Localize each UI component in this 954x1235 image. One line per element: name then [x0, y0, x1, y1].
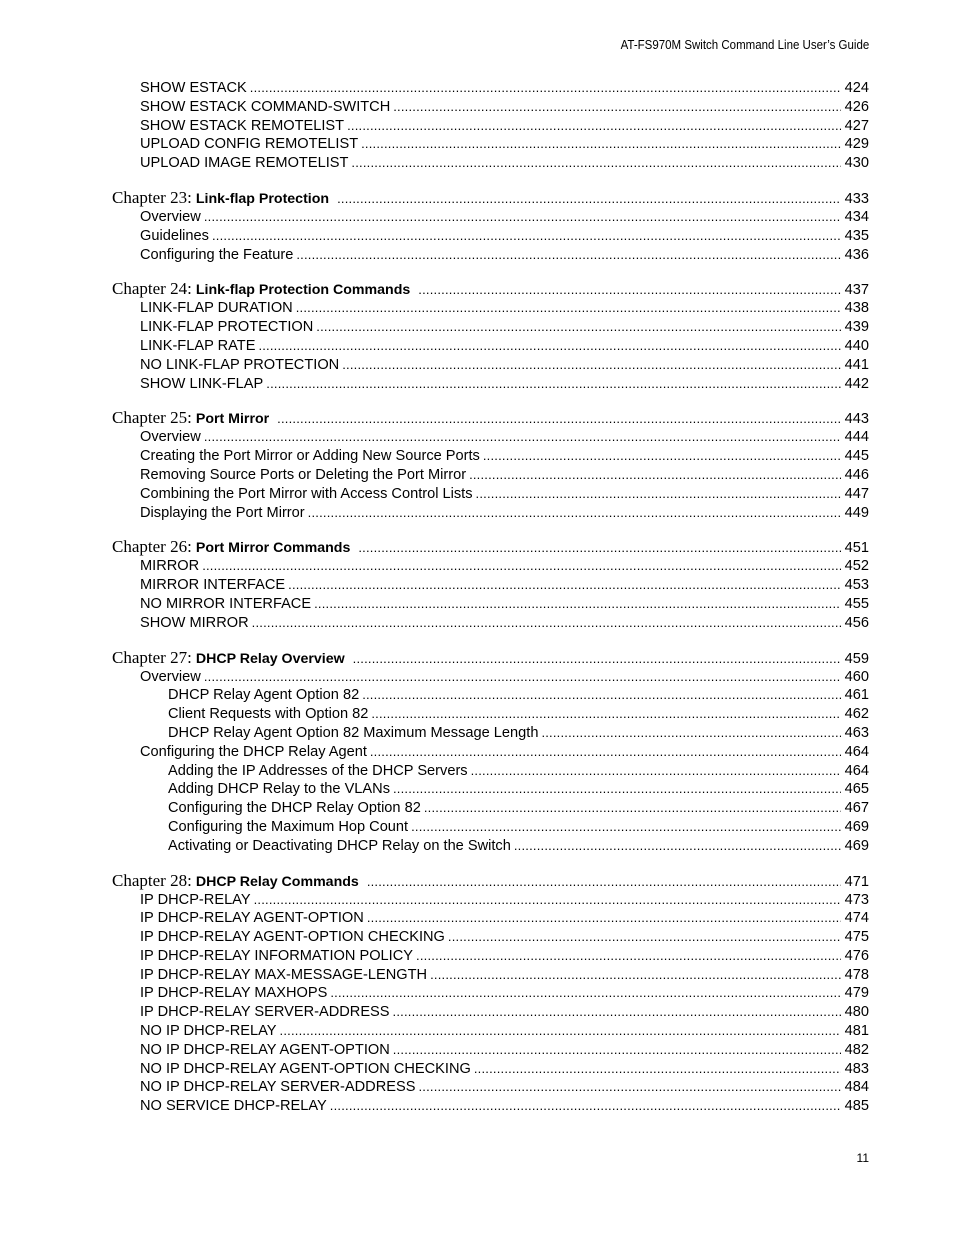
toc-section-entry	[0, 318, 954, 337]
chapter-number: Chapter 23:	[112, 187, 192, 207]
dot-leader	[204, 668, 841, 687]
toc-section-entry	[0, 1022, 954, 1041]
entry-page-number: 426	[844, 98, 869, 115]
entry-title: NO MIRROR INTERFACE	[140, 595, 312, 612]
entry-title: Overview	[140, 429, 201, 446]
entry-page-number: 476	[844, 947, 869, 964]
dot-leader	[288, 576, 841, 595]
entry-title: SHOW ESTACK REMOTELIST	[140, 117, 345, 134]
toc-chapter-entry	[0, 538, 954, 557]
entry-page-number: 485	[844, 1098, 869, 1115]
dot-leader	[393, 780, 841, 799]
toc-subsection-entry	[0, 780, 954, 799]
dot-leader	[469, 466, 841, 485]
dot-leader	[370, 743, 841, 762]
dot-leader	[393, 1003, 841, 1022]
entry-page-number: 445	[844, 448, 869, 465]
entry-title: IP DHCP-RELAY	[140, 891, 251, 908]
entry-page-number: 461	[844, 687, 869, 704]
entry-title: DHCP Relay Agent Option 82	[168, 687, 360, 704]
dot-leader	[296, 299, 841, 318]
entry-title: NO IP DHCP-RELAY	[140, 1023, 277, 1040]
dot-leader	[393, 1041, 841, 1060]
toc-section-entry	[0, 208, 954, 227]
entry-page-number: 484	[844, 1079, 869, 1096]
dot-leader	[266, 375, 840, 394]
entry-title: LINK-FLAP DURATION	[140, 300, 293, 317]
toc-chapter-entry	[0, 280, 954, 299]
entry-title: MIRROR	[140, 558, 200, 575]
entry-title: IP DHCP-RELAY INFORMATION POLICY	[140, 947, 414, 964]
entry-page-number: 462	[844, 706, 869, 723]
toc-section-entry	[0, 1078, 954, 1097]
entry-page-number: 482	[844, 1041, 869, 1058]
dot-leader	[254, 891, 841, 910]
toc-section-entry	[0, 154, 954, 173]
toc-section-entry	[0, 984, 954, 1003]
entry-title: IP DHCP-RELAY AGENT-OPTION CHECKING	[140, 929, 445, 946]
entry-title: Configuring the Feature	[140, 246, 294, 263]
entry-page-number: 439	[844, 319, 869, 336]
dot-leader	[204, 428, 841, 447]
dot-leader	[250, 79, 841, 98]
entry-page-number: 464	[844, 743, 869, 760]
entry-page-number: 444	[844, 429, 869, 446]
toc-section-entry	[0, 1060, 954, 1079]
dot-leader	[416, 947, 841, 966]
toc-subsection-entry	[0, 724, 954, 743]
toc-section-entry	[0, 1041, 954, 1060]
dot-leader	[367, 873, 841, 892]
entry-page-number: 474	[844, 910, 869, 927]
toc-subsection-entry	[0, 705, 954, 724]
entry-title: NO IP DHCP-RELAY AGENT-OPTION	[140, 1041, 390, 1058]
entry-page-number: 440	[844, 337, 869, 354]
entry-title: NO IP DHCP-RELAY AGENT-OPTION CHECKING	[140, 1060, 471, 1077]
dot-leader	[347, 117, 841, 136]
dot-leader	[393, 98, 840, 117]
entry-page-number: 460	[844, 668, 869, 685]
entry-page-number: 463	[844, 724, 869, 741]
toc-section-entry	[0, 117, 954, 136]
dot-leader	[424, 799, 841, 818]
entry-title: Adding DHCP Relay to the VLANs	[168, 781, 390, 798]
dot-leader	[296, 246, 840, 265]
entry-page-number: 464	[844, 762, 869, 779]
toc-chapter-entry	[0, 189, 954, 208]
toc-subsection-entry	[0, 762, 954, 781]
toc-section-entry	[0, 966, 954, 985]
entry-page-number: 427	[844, 117, 869, 134]
dot-leader	[330, 984, 840, 1003]
entry-title: IP DHCP-RELAY MAX-MESSAGE-LENGTH	[140, 966, 428, 983]
chapter-number: Chapter 25:	[112, 408, 192, 428]
entry-page-number: 475	[844, 929, 869, 946]
chapter-number: Chapter 27:	[112, 647, 192, 667]
entry-title: NO IP DHCP-RELAY SERVER-ADDRESS	[140, 1079, 416, 1096]
chapter-title: Port Mirror Commands	[195, 540, 351, 557]
entry-page-number: 478	[844, 966, 869, 983]
toc-subsection-entry	[0, 818, 954, 837]
toc-section-entry	[0, 1003, 954, 1022]
entry-title: NO SERVICE DHCP-RELAY	[140, 1098, 327, 1115]
entry-page-number: 452	[844, 558, 869, 575]
entry-page-number: 471	[844, 873, 869, 890]
dot-leader	[371, 705, 840, 724]
toc-section-entry	[0, 576, 954, 595]
running-header: AT-FS970M Switch Command Line User’s Guide	[620, 38, 869, 52]
toc-section-entry	[0, 485, 954, 504]
toc-section-entry	[0, 299, 954, 318]
entry-title: IP DHCP-RELAY MAXHOPS	[140, 985, 328, 1002]
entry-title: IP DHCP-RELAY SERVER-ADDRESS	[140, 1004, 390, 1021]
entry-page-number: 483	[844, 1060, 869, 1077]
dot-leader	[514, 837, 841, 856]
entry-title: Removing Source Ports or Deleting the Port Mirror	[140, 466, 467, 483]
entry-title: UPLOAD CONFIG REMOTELIST	[140, 136, 359, 153]
entry-page-number: 438	[844, 300, 869, 317]
entry-title: LINK-FLAP RATE	[140, 337, 256, 354]
entry-page-number: 479	[844, 985, 869, 1002]
entry-page-number: 481	[844, 1023, 869, 1040]
entry-page-number: 429	[844, 136, 869, 153]
dot-leader	[448, 928, 841, 947]
entry-page-number: 433	[844, 190, 869, 207]
entry-page-number: 469	[844, 818, 869, 835]
entry-page-number: 449	[844, 504, 869, 521]
toc-section-entry	[0, 135, 954, 154]
chapter-title: DHCP Relay Overview	[195, 650, 345, 667]
entry-page-number: 455	[844, 595, 869, 612]
dot-leader	[367, 909, 841, 928]
dot-leader	[252, 614, 841, 633]
entry-title: UPLOAD IMAGE REMOTELIST	[140, 155, 349, 172]
dot-leader	[202, 557, 840, 576]
toc-section-entry	[0, 447, 954, 466]
dot-leader	[541, 724, 840, 743]
entry-page-number: 441	[844, 356, 869, 373]
dot-leader	[212, 227, 841, 246]
entry-page-number: 467	[844, 800, 869, 817]
dot-leader	[258, 337, 840, 356]
entry-title: SHOW MIRROR	[140, 614, 249, 631]
toc-subsection-entry	[0, 799, 954, 818]
toc-section-entry	[0, 909, 954, 928]
entry-page-number: 480	[844, 1004, 869, 1021]
chapter-title: Link-flap Protection	[195, 190, 330, 207]
chapter-number: Chapter 28:	[112, 870, 192, 890]
entry-page-number: 435	[844, 227, 869, 244]
toc-section-entry	[0, 928, 954, 947]
toc-section-entry	[0, 1097, 954, 1116]
entry-page-number: 442	[844, 375, 869, 392]
toc-section-entry	[0, 668, 954, 687]
dot-leader	[411, 818, 841, 837]
toc-section-entry	[0, 98, 954, 117]
dot-leader	[474, 1060, 841, 1079]
entry-title: Activating or Deactivating DHCP Relay on the Switch	[168, 837, 511, 854]
chapter-title: Link-flap Protection Commands	[195, 282, 411, 299]
toc-section-entry	[0, 227, 954, 246]
entry-title: Guidelines	[140, 227, 209, 244]
dot-leader	[280, 1022, 841, 1041]
dot-leader	[361, 135, 841, 154]
dot-leader	[418, 281, 840, 300]
chapter-title: Port Mirror	[195, 411, 270, 428]
entry-title: Client Requests with Option 82	[168, 706, 369, 723]
entry-page-number: 456	[844, 614, 869, 631]
entry-title: NO LINK-FLAP PROTECTION	[140, 356, 340, 373]
toc-section-entry	[0, 557, 954, 576]
entry-title: Overview	[140, 208, 201, 225]
dot-leader	[337, 190, 841, 209]
dot-leader	[483, 447, 841, 466]
chapter-number: Chapter 24:	[112, 279, 192, 299]
dot-leader	[471, 762, 841, 781]
dot-leader	[204, 208, 841, 227]
entry-page-number: 430	[844, 155, 869, 172]
entry-title: Combining the Port Mirror with Access Control Lists	[140, 485, 473, 502]
dot-leader	[308, 504, 841, 523]
toc-section-entry	[0, 504, 954, 523]
toc-section-entry	[0, 743, 954, 762]
entry-title: SHOW ESTACK COMMAND-SWITCH	[140, 98, 391, 115]
dot-leader	[314, 595, 841, 614]
dot-leader	[358, 539, 840, 558]
entry-page-number: 434	[844, 208, 869, 225]
dot-leader	[351, 154, 840, 173]
toc-section-entry	[0, 614, 954, 633]
entry-title: Overview	[140, 668, 201, 685]
toc-section-entry	[0, 595, 954, 614]
entry-title: SHOW ESTACK	[140, 80, 247, 96]
chapter-number: Chapter 26:	[112, 537, 192, 557]
entry-page-number: 437	[844, 282, 869, 299]
toc-subsection-entry	[0, 686, 954, 705]
dot-leader	[362, 686, 840, 705]
entry-title: Configuring the Maximum Hop Count	[168, 818, 409, 835]
toc-subsection-entry	[0, 837, 954, 856]
toc-section-entry	[0, 246, 954, 265]
entry-title: Creating the Port Mirror or Adding New Source Ports	[140, 448, 480, 465]
entry-title: MIRROR INTERFACE	[140, 577, 286, 594]
entry-page-number: 424	[844, 80, 869, 96]
entry-title: IP DHCP-RELAY AGENT-OPTION	[140, 910, 364, 927]
entry-title: Displaying the Port Mirror	[140, 504, 305, 521]
dot-leader	[476, 485, 841, 504]
entry-page-number: 436	[844, 246, 869, 263]
entry-page-number: 446	[844, 466, 869, 483]
entry-page-number: 465	[844, 781, 869, 798]
entry-page-number: 443	[844, 411, 869, 428]
entry-title: DHCP Relay Agent Option 82 Maximum Message Length	[168, 724, 539, 741]
entry-title: Configuring the DHCP Relay Option 82	[168, 800, 421, 817]
toc-section-entry	[0, 375, 954, 394]
toc-section-entry	[0, 337, 954, 356]
entry-title: LINK-FLAP PROTECTION	[140, 319, 314, 336]
toc-chapter-entry	[0, 872, 954, 891]
entry-page-number: 451	[844, 540, 869, 557]
page-number: 11	[856, 1151, 869, 1165]
table-of-contents	[0, 79, 954, 1116]
chapter-title: DHCP Relay Commands	[195, 873, 359, 890]
toc-chapter-entry	[0, 409, 954, 428]
dot-leader	[330, 1097, 841, 1116]
dot-leader	[342, 356, 840, 375]
toc-section-entry	[0, 356, 954, 375]
entry-title: Adding the IP Addresses of the DHCP Servers	[168, 762, 468, 779]
dot-leader	[418, 1078, 840, 1097]
dot-leader	[316, 318, 840, 337]
toc-section-entry	[0, 947, 954, 966]
toc-section-entry	[0, 891, 954, 910]
entry-page-number: 453	[844, 577, 869, 594]
entry-page-number: 459	[844, 650, 869, 667]
entry-page-number: 469	[844, 837, 869, 854]
dot-leader	[430, 966, 841, 985]
entry-page-number: 473	[844, 891, 869, 908]
toc-chapter-entry	[0, 649, 954, 668]
entry-page-number: 447	[844, 485, 869, 502]
toc-section-entry	[0, 79, 954, 98]
entry-title: Configuring the DHCP Relay Agent	[140, 743, 367, 760]
dot-leader	[353, 650, 841, 669]
dot-leader	[277, 410, 840, 429]
toc-section-entry	[0, 428, 954, 447]
toc-section-entry	[0, 466, 954, 485]
entry-title: SHOW LINK-FLAP	[140, 375, 264, 392]
